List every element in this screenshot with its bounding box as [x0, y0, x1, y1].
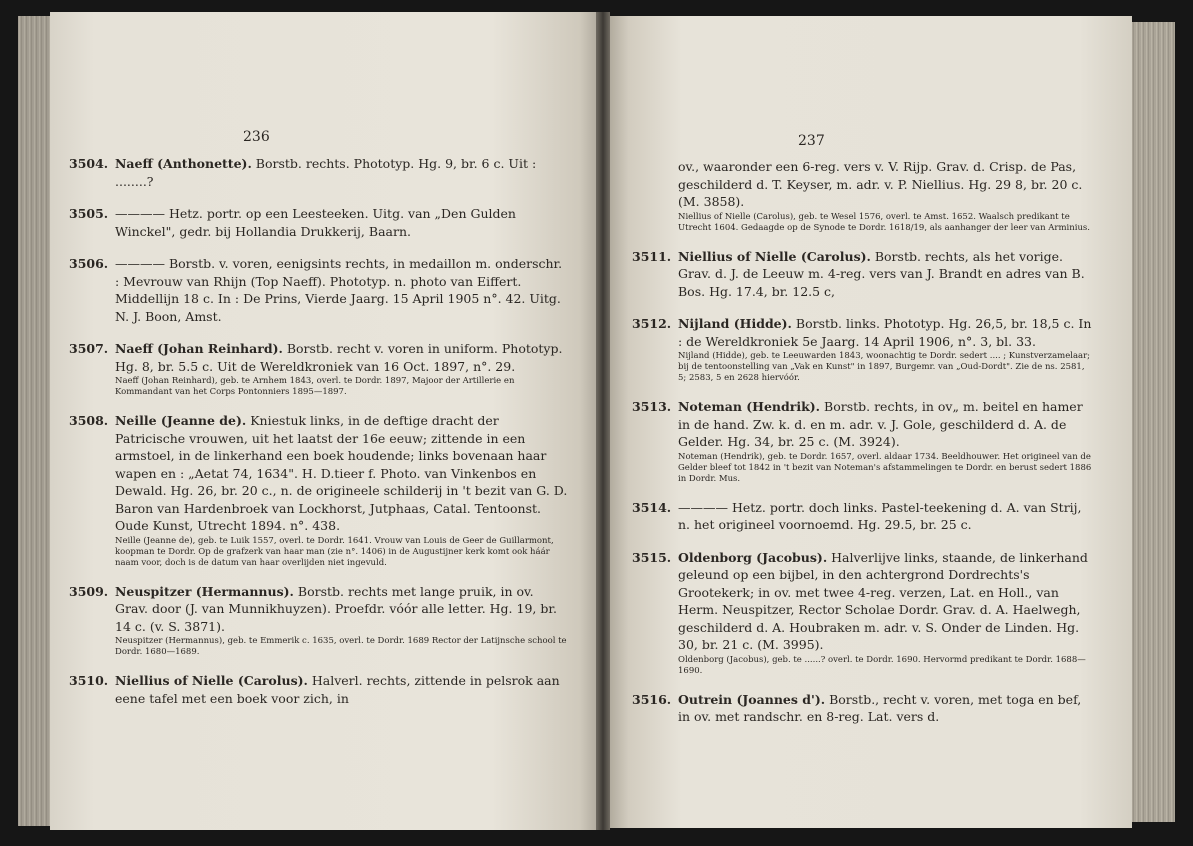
catalog-entry — [69, 412, 569, 569]
entry-number: 3509. — [69, 583, 109, 599]
entry-heading: Oldenborg (Jacobus). — [678, 549, 828, 565]
entry-number: 3511. — [632, 248, 672, 264]
entry-body — [678, 158, 1094, 234]
entry-text: Halverl. rechts, zittende in pelsrok aan eene tafel met een boek voor zich, in — [115, 673, 560, 706]
catalog-entry — [632, 398, 1094, 485]
entry-number: 3513. — [632, 399, 672, 414]
right-page — [602, 16, 1132, 828]
entry-heading: Neille (Jeanne de). — [115, 413, 247, 428]
catalog-entry — [69, 205, 569, 241]
entry-heading: Niellius of Nielle (Carolus). — [115, 673, 308, 688]
entry-number: 3510. — [69, 673, 109, 688]
entry-heading: Nijland (Hidde). — [678, 316, 792, 331]
page-edges-right — [1125, 22, 1175, 822]
entry-note: Naeff (Johan Reinhard), geb. te Arnhem 1843, overl. te Dordr. 1897, Majoor der Artillerie en Kommandant van het Corps Pontonniers 1895—1897. — [115, 376, 515, 397]
entry-text: Borstb. rechts, als het vorige. Grav. d. J. de Leeuw m. 4-reg. vers van J. Brandt en adres van B. Bos. Hg. 17.4, br. 12.5 c, — [678, 248, 1085, 299]
entry-heading: Naeff (Anthonette). — [115, 156, 252, 171]
entry-text: Borstb. rechts. Phototyp. Hg. 9, br. 6 c. Uit : ........? — [115, 156, 537, 189]
entry-note: Neuspitzer (Hermannus), geb. te Emmerik c. 1635, overl. te Dordr. 1689 Rector der Latijnsche school te Dordr. 1680—1689. — [115, 636, 567, 657]
left-column — [69, 155, 569, 722]
entry-text: ———— Hetz. portr. op een Leesteeken. Uitg. van „Den Gulden Winckel", gedr. bij Hollandia Drukkerij, Baarn. — [115, 206, 516, 239]
entry-text: Kniestuk links, in de deftige dracht der Patricische vrouwen, uit het laatst der 16e eeuw; zittende in een armstoel, in de linkerhand een boek houdende; links bovenaan haar wapen en : „Aetat 74, 1634". H. D.tieer f. Photo. van Vinkenbos en Dewald. Hg. 26, br. 20 c., n. de origineele schilderij in 't bezit van G. D. Baron van Hardenbroek van Lockhorst, Jutphaas, Catal. Tentoonst. Oude Kunst, Utrecht 1894. n°. 438. — [115, 413, 568, 533]
entry-number: 3504. — [69, 156, 109, 171]
entry-body — [115, 340, 569, 398]
entry-number: 3516. — [632, 691, 672, 707]
entry-heading: Niellius of Nielle (Carolus). — [678, 248, 871, 264]
entry-body — [678, 248, 1094, 302]
entry-note: Neille (Jeanne de), geb. te Luik 1557, overl. te Dordr. 1641. Vrouw van Louis de Geer de Guillarmont, koopman te Dordr. Op de grafzerk van haar man (zie n°. 1406) in de Augustijner kerk komt ook háár naam voor, doch is de datum van haar overlijden niet ingevuld. — [115, 535, 554, 568]
entry-number: 3515. — [632, 549, 672, 565]
entry-heading: Naeff (Johan Reinhard). — [115, 341, 283, 356]
entry-number: 3505. — [69, 206, 109, 221]
entry-body — [678, 499, 1094, 535]
entry-body — [678, 315, 1094, 384]
entry-body — [115, 583, 569, 659]
entry-text: Borstb. links. Phototyp. Hg. 26,5, br. 18,5 c. In : de Wereldkroniek 5e Jaarg. 14 April 1906, n°. 3, bl. 33. — [678, 316, 1092, 349]
catalog-entry — [69, 155, 569, 191]
entry-text: ov., waaronder een 6-reg. vers v. V. Rijp. Grav. d. Crisp. de Pas, geschilderd d. T. Keyser, m. adr. v. P. Niellius. Hg. 29 8, br. 20 c. (M. 3858). — [678, 159, 1083, 209]
entry-number: 3507. — [69, 341, 109, 356]
entry-body — [115, 205, 569, 241]
entry-heading: Noteman (Hendrik). — [678, 399, 821, 414]
catalog-entry — [632, 158, 1094, 234]
entry-note: Niellius of Nielle (Carolus), geb. te Wesel 1576, overl. te Amst. 1652. Waalsch predikant te Utrecht 1604. Gedaagde op de Synode te Dordr. 1618/19, als aanhanger der leer van Arminius. — [678, 211, 1090, 233]
book-gutter — [596, 12, 610, 830]
entry-text: Borstb. rechts met lange pruik, in ov. Grav. door (J. van Munnikhuyzen). Proefdr. vóór alle letter. Hg. 19, br. 14 c. (v. S. 3871). — [115, 583, 557, 634]
entry-body — [115, 155, 569, 191]
entry-number: 3512. — [632, 316, 672, 331]
entry-heading: Neuspitzer (Hermannus). — [115, 583, 294, 599]
entry-text: ———— Hetz. portr. doch links. Pastel-teekening d. A. van Strij, n. het origineel voornoemd. Hg. 29.5, br. 25 c. — [678, 499, 1082, 532]
entry-number: 3506. — [69, 256, 109, 271]
catalog-entry — [632, 499, 1094, 535]
right-column — [632, 158, 1094, 741]
catalog-entry — [632, 549, 1094, 677]
entry-note: Nijland (Hidde), geb. te Leeuwarden 1843, woonachtig te Dordr. sedert .... ; Kunstverzamelaar; bij de tentoonstelling van „Vak en Kunst" in 1897, Burgemr. van „Oud-Dordt". Zie de ns. 2581, 5; 2583, 5 en 2628 hiervóór. — [678, 351, 1091, 383]
entry-body — [678, 398, 1094, 485]
catalog-entry — [69, 255, 569, 326]
entry-text: ———— Borstb. v. voren, eenigsints rechts, in medaillon m. onderschr. : Mevrouw van Rhijn (Top Naeff). Phototyp. n. photo van Eiffert. Middellijn 18 c. In : De Prins, Vierde Jaarg. 15 April 1905 n°. 42. Uitg. N. J. Boon, Amst. — [115, 256, 563, 324]
page-number: 236 — [243, 129, 270, 145]
entry-number: 3514. — [632, 499, 672, 515]
catalog-entry — [69, 583, 569, 659]
catalog-entry — [69, 672, 569, 708]
catalog-entry — [632, 315, 1094, 384]
entry-body — [678, 691, 1094, 727]
catalog-entry — [69, 340, 569, 398]
catalog-entry — [632, 691, 1094, 727]
entry-body — [678, 549, 1094, 677]
entry-body — [115, 412, 569, 569]
entry-body — [115, 255, 569, 326]
entry-text: Borstb. rechts, in ov„ m. beitel en hamer in de hand. Zw. k. d. en m. adr. v. J. Gole, geschilderd d. A. de Gelder. Hg. 34, br. 25 c. (M. 3924). — [678, 399, 1083, 449]
entry-number: 3508. — [69, 413, 109, 428]
entry-text: Halverlijve links, staande, de linkerhand geleund op een bijbel, in den achtergrond Dordrechts's Grootekerk; in ov. met twee 4-reg. verzen, Lat. en Holl., van Herm. Neuspitzer, Rector Scholae Dordr. Grav. d. A. Haelwegh, geschilderd d. A. Houbraken m. adr. v. S. Onder de Linden. Hg. 30, br. 21 c. (M. 3995). — [678, 549, 1088, 652]
entry-text: Borstb., recht v. voren, met toga en bef, in ov. met randschr. en 8-reg. Lat. vers d. — [678, 691, 1082, 724]
entry-text: Borstb. recht v. voren in uniform. Phototyp. Hg. 8, br. 5.5 c. Uit de Wereldkroniek van 16 Oct. 1897, n°. 29. — [115, 341, 563, 374]
entry-number — [632, 158, 678, 234]
catalog-entry — [632, 248, 1094, 302]
left-page — [50, 12, 602, 830]
entry-heading: Outrein (Joannes d'). — [678, 691, 826, 707]
page-number: 237 — [798, 133, 825, 149]
entry-body — [115, 672, 569, 708]
entry-note: Oldenborg (Jacobus), geb. te ......? overl. te Dordr. 1690. Hervormd predikant te Dordr. 1688—1690. — [678, 654, 1086, 676]
entry-note: Noteman (Hendrik), geb. te Dordr. 1657, overl. aldaar 1734. Beeldhouwer. Het origineel van de Gelder bleef tot 1842 in 't bezit van Noteman's afstammelingen te Dordr. en berust sedert 1886 in Dordr. Mus. — [678, 451, 1092, 484]
